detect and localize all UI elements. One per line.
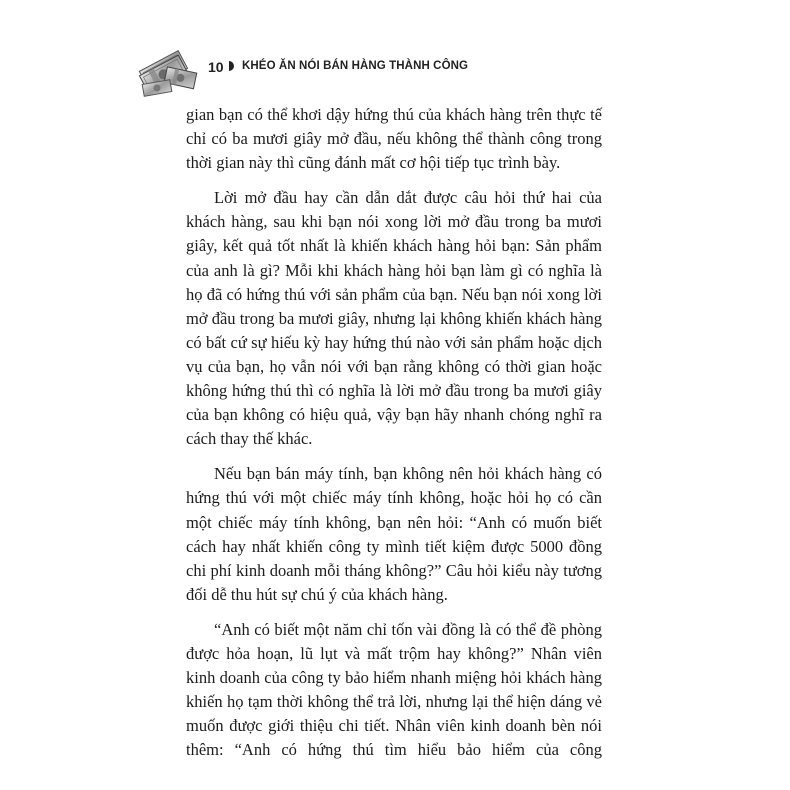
page-number: 10 bbox=[208, 59, 224, 75]
paragraph: Nếu bạn bán máy tính, bạn không nên hỏi khách hàng có hứng thú với một chiếc máy tính không, hoặc hỏi họ có cần một chiếc máy tính không, bạn nên hỏi: “Anh có muốn biết cách hay nhất khiến công ty mình tiết kiệm được 5000 đồng chi phí kinh doanh mỗi tháng không?” Câu hỏi kiểu này tương đối dễ thu hút sự chú ý của khách hàng. bbox=[186, 464, 602, 604]
running-title: KHÉO ĂN NÓI BÁN HÀNG THÀNH CÔNG bbox=[242, 60, 469, 72]
body-text bbox=[186, 103, 602, 773]
paragraph: Lời mở đầu hay cần dẫn dắt được câu hỏi thứ hai của khách hàng, sau khi bạn nói xong lời mở đầu trong ba mươi giây, kết quả tốt nhất là khiến khách hàng hỏi bạn: Sản phẩm của anh là gì? Mỗi khi khách hàng hỏi bạn làm gì có nghĩa là họ đã có hứng thú với sản phẩm của bạn. Nếu bạn nói xong lời mở đầu trong ba mươi giây, nhưng lại không khiến khách hàng có bất cứ sự hiếu kỳ hay hứng thú nào với sản phẩm hoặc dịch vụ của bạn, họ vẫn nói với bạn rằng không có thời gian hoặc không hứng thú thì có nghĩa là lời mở đầu trong ba mươi giây của bạn không có hiệu quả, vậy bạn hãy nhanh chóng nghĩ ra cách thay thế khác. bbox=[186, 188, 602, 449]
money-bundle-icon bbox=[137, 44, 199, 100]
paragraph: gian bạn có thể khơi dậy hứng thú của khách hàng trên thực tế chỉ có ba mươi giây mở đầu, nếu không thể thành công trong thời gian này thì cũng đánh mất cơ hội tiếp tục trình bày. bbox=[186, 105, 602, 173]
paragraph: “Anh có biết một năm chỉ tốn vài đồng là có thể đề phòng được hỏa hoạn, lũ lụt và mất trộm hay không?” Nhân viên kinh doanh của công ty bảo hiểm nhanh miệng hỏi khách hàng khiến họ tạm thời không thể trả lời, nhưng lại thể hiện dáng vẻ muốn được giới thiệu chi tiết. Nhân viên kinh doanh bèn nói thêm: “Anh có hứng thú tìm hiểu bảo hiểm của công bbox=[186, 619, 602, 760]
half-circle-icon bbox=[229, 61, 234, 71]
page-header bbox=[137, 40, 607, 100]
